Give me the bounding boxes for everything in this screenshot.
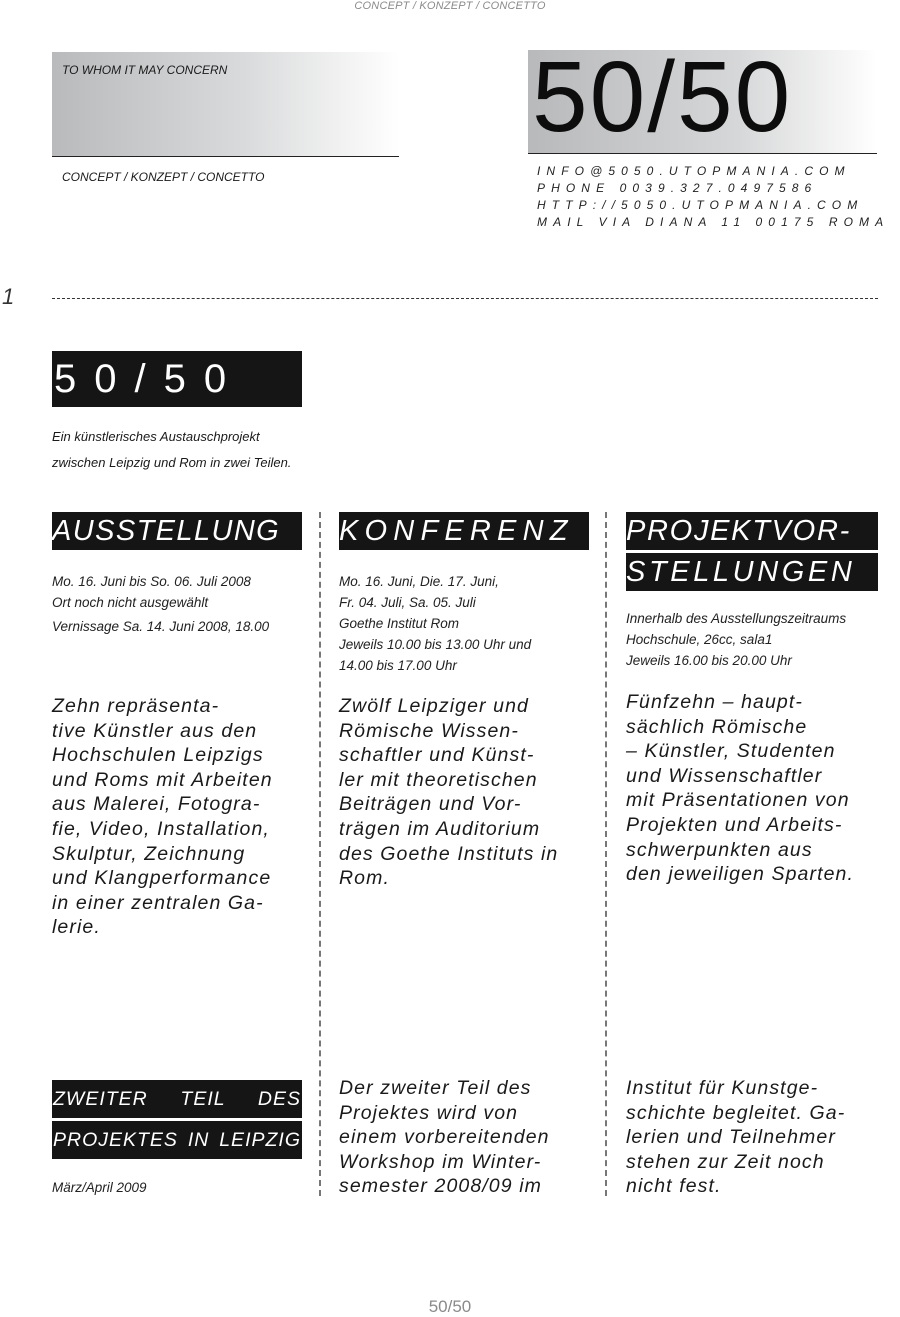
body-line: schaftler und Künst- bbox=[339, 744, 535, 767]
heading-konferenz: KONFERENZ bbox=[339, 512, 589, 550]
meta-line: Innerhalb des Ausstellungszeitraums bbox=[626, 611, 847, 626]
body-line: tive Künstler aus den bbox=[52, 719, 258, 742]
contact-website[interactable]: HTTP://5050.UTOPMANIA.COM bbox=[537, 198, 864, 212]
body-line: Rom. bbox=[339, 867, 390, 890]
meta-line: Goethe Institut Rom bbox=[339, 616, 460, 631]
intro-text bbox=[52, 424, 291, 476]
body-line: lerie. bbox=[52, 916, 101, 939]
body-line: Institut für Kunstge- bbox=[626, 1077, 819, 1099]
body-line: Zehn repräsenta- bbox=[52, 695, 220, 717]
body-line: lerien und Teilnehmer bbox=[626, 1126, 836, 1149]
second-part-text-col3 bbox=[626, 1076, 845, 1199]
meta-line: Fr. 04. Juli, Sa. 05. Juli bbox=[339, 595, 476, 610]
body-line: Hochschulen Leipzigs bbox=[52, 744, 264, 767]
body-line: stehen zur Zeit noch bbox=[626, 1150, 825, 1173]
meta-ausstellung bbox=[52, 571, 269, 637]
body-line: und Klangperformance bbox=[52, 867, 272, 890]
meta-projektvorstellungen bbox=[626, 608, 846, 671]
contact-email[interactable]: INFO@5050.UTOPMANIA.COM bbox=[537, 164, 851, 178]
body-line: aus Malerei, Fotogra- bbox=[52, 793, 261, 816]
body-line: in einer zentralen Ga- bbox=[52, 891, 264, 914]
intro-line: Ein künstlerisches Austauschprojekt bbox=[52, 429, 260, 444]
body-line: des Goethe Instituts in bbox=[339, 842, 559, 865]
body-line: Skulptur, Zeichnung bbox=[52, 842, 246, 865]
body-line: fie, Video, Installation, bbox=[52, 817, 270, 840]
body-konferenz bbox=[339, 694, 558, 891]
meta-line: Mo. 16. Juni, Die. 17. Juni, bbox=[339, 574, 499, 589]
second-part-badge-line2: PROJEKTES IN LEIPZIG bbox=[52, 1121, 302, 1159]
contact-phone: PHONE 0039.327.0497586 bbox=[537, 181, 818, 195]
concern-text: TO WHOM IT MAY CONCERN bbox=[62, 63, 228, 77]
body-line: sächlich Römische bbox=[626, 715, 808, 738]
second-part-date: März/April 2009 bbox=[52, 1180, 147, 1195]
body-line: mit Präsentationen von bbox=[626, 789, 850, 812]
heading-projektvorstellungen-line2: STELLUNGEN bbox=[626, 553, 878, 591]
concept-subtitle: CONCEPT / KONZEPT / CONCETTO bbox=[62, 170, 265, 184]
second-part-text-col2 bbox=[339, 1076, 550, 1199]
body-line: Projektes wird von bbox=[339, 1101, 519, 1124]
body-line: und Roms mit Arbeiten bbox=[52, 768, 273, 791]
intro-line: zwischen Leipzig und Rom in zwei Teilen. bbox=[52, 455, 292, 470]
body-line: ler mit theoretischen bbox=[339, 768, 538, 791]
top-label: CONCEPT / KONZEPT / CONCETTO bbox=[354, 0, 546, 12]
meta-line: Jeweils 16.00 bis 20.00 Uhr bbox=[626, 653, 792, 668]
meta-konferenz bbox=[339, 571, 531, 676]
page-number: 1 bbox=[2, 284, 15, 309]
body-line: trägen im Auditorium bbox=[339, 817, 541, 840]
body-line: und Wissenschaftler bbox=[626, 764, 823, 787]
body-line: Workshop im Winter- bbox=[339, 1150, 542, 1173]
body-line: Projekten und Arbeits- bbox=[626, 813, 843, 836]
body-line: einem vorbereitenden bbox=[339, 1126, 550, 1149]
body-line: Beiträgen und Vor- bbox=[339, 793, 522, 816]
contact-mail: MAIL VIA DIANA 11 00175 ROMA bbox=[537, 215, 890, 229]
logo: 50/50 bbox=[532, 41, 793, 153]
body-line: nicht fest. bbox=[626, 1175, 722, 1198]
column-separator bbox=[319, 512, 321, 1196]
meta-line: Vernissage Sa. 14. Juni 2008, 18.00 bbox=[52, 619, 270, 634]
meta-line: 14.00 bis 17.00 Uhr bbox=[339, 658, 457, 673]
second-part-badge-line1: ZWEITER TEIL DES bbox=[52, 1080, 302, 1118]
body-ausstellung bbox=[52, 694, 273, 940]
meta-line: Jeweils 10.00 bis 13.00 Uhr und bbox=[339, 637, 532, 652]
meta-line: Ort noch nicht ausgewählt bbox=[52, 595, 209, 610]
dashed-divider bbox=[52, 298, 878, 299]
heading-ausstellung: AUSSTELLUNG bbox=[52, 512, 302, 550]
meta-line: Hochschule, 26cc, sala1 bbox=[626, 632, 773, 647]
column-separator bbox=[605, 512, 607, 1196]
body-line: Der zweiter Teil des bbox=[339, 1077, 532, 1099]
body-line: Römische Wissen- bbox=[339, 719, 519, 742]
body-projektvorstellungen bbox=[626, 690, 854, 887]
footer-page-label: 50/50 bbox=[428, 1297, 472, 1316]
heading-projektvorstellungen-line1: PROJEKTVOR- bbox=[626, 512, 878, 550]
body-line: den jeweiligen Sparten. bbox=[626, 863, 855, 886]
body-line: Fünfzehn – haupt- bbox=[626, 691, 803, 713]
body-line: schwerpunkten aus bbox=[626, 838, 813, 861]
title-badge: 50/50 bbox=[52, 351, 302, 407]
body-line: Zwölf Leipziger und bbox=[339, 695, 529, 717]
body-line: semester 2008/09 im bbox=[339, 1175, 542, 1198]
meta-line: Mo. 16. Juni bis So. 06. Juli 2008 bbox=[52, 574, 251, 589]
body-line: schichte begleitet. Ga- bbox=[626, 1101, 846, 1124]
body-line: – Künstler, Studenten bbox=[626, 740, 836, 763]
